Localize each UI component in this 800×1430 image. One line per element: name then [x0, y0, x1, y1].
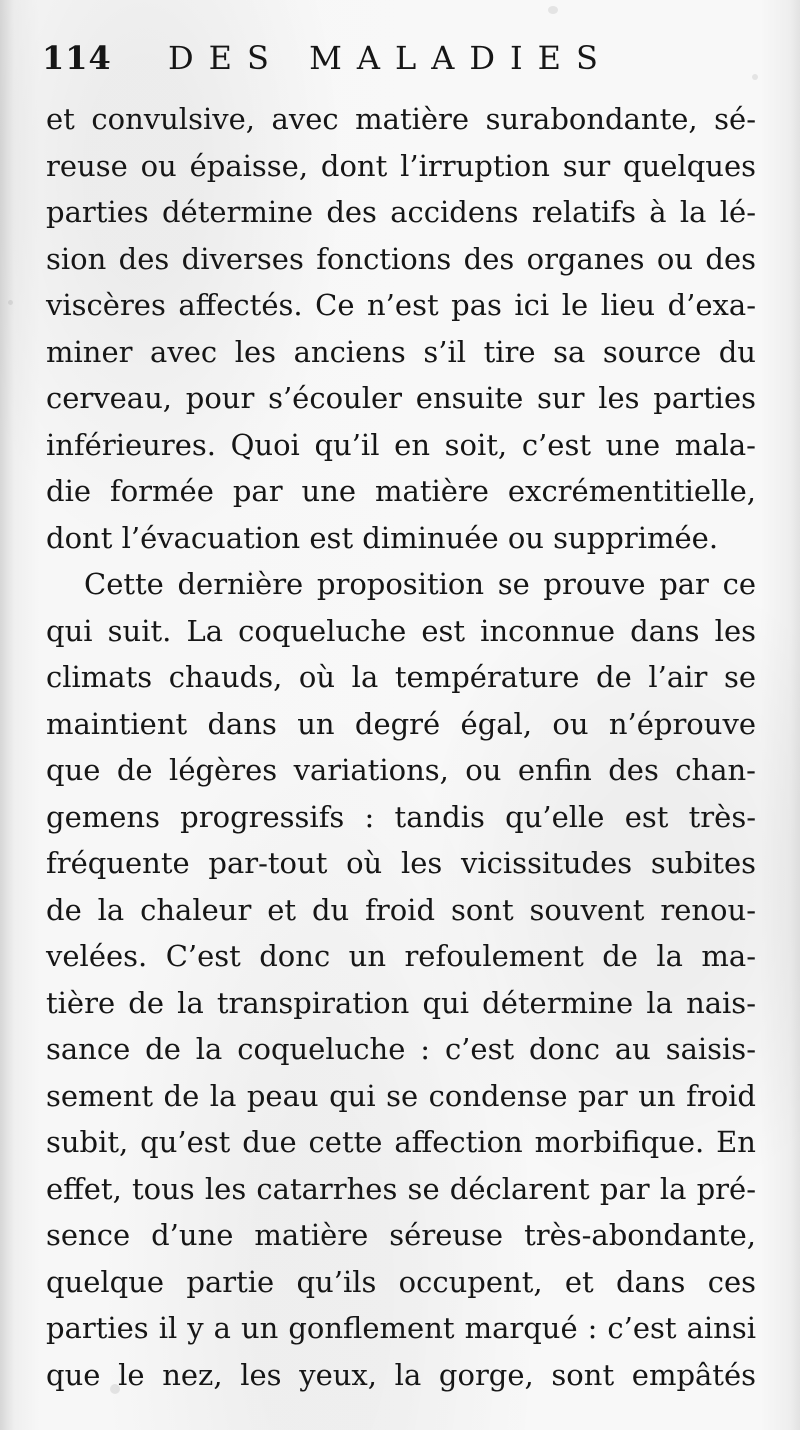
text-line: sence d’une matière séreuse très-abondante, — [46, 1218, 756, 1252]
text-line: de la chaleur et du froid sont souvent renou- — [46, 892, 756, 927]
text-line: que le nez, les yeux, la gorge, sont empâtés — [46, 1357, 756, 1392]
text-line: viscères affectés. Ce n’est pas ici le lieu d’exa- — [46, 288, 756, 322]
text-line: reuse ou épaisse, dont l’irruption sur quelques — [46, 148, 756, 183]
text-line: fréquente par-tout où les vicissitudes subites — [46, 846, 756, 880]
text-line: parties détermine des accidens relatifs à la lé- — [46, 195, 756, 229]
text-line: qui suit. La coqueluche est inconnue dans les — [46, 613, 756, 648]
text-line: sion des diverses fonctions des organes ou des — [46, 241, 756, 276]
page-number: 114 — [42, 39, 112, 77]
text-line: inférieures. Quoi qu’il en soit, c’est une mala- — [46, 427, 756, 462]
paper-stain — [752, 74, 758, 80]
text-line: maintient dans un degré égal, ou n’éprouve — [46, 706, 756, 741]
text-line: parties il y a un gonflement marqué : c’est ainsi — [46, 1311, 756, 1345]
paragraph-end-line: dont l’évacuation est diminuée ou supprimée. — [46, 520, 719, 555]
text-line: que de légères variations, ou enfin des chan- — [46, 753, 756, 787]
text-line: et convulsive, avec matière surabondante, sé- — [46, 102, 756, 136]
text-line: tière de la transpiration qui détermine la nais- — [46, 985, 756, 1020]
paper-stain — [8, 300, 13, 305]
running-title: DES MALADIES — [168, 39, 613, 77]
text-line: effet, tous les catarrhes se déclarent par la pré- — [46, 1171, 756, 1206]
text-line: die formée par une matière excrémentitielle, — [46, 474, 756, 508]
text-line: sement de la peau qui se condense par un froid — [46, 1078, 756, 1113]
text-line: gemens progressifs : tandis qu’elle est très- — [46, 799, 756, 834]
paragraph-start-line: Cette dernière proposition se prouve par ce — [84, 567, 756, 601]
text-line: climats chauds, où la température de l’air se — [46, 660, 756, 694]
paper-stain — [548, 6, 558, 14]
body-text — [46, 96, 756, 1398]
text-line: cerveau, pour s’écouler ensuite sur les parties — [46, 381, 756, 415]
text-line: velées. C’est donc un refoulement de la ma- — [46, 939, 756, 973]
text-line: quelque partie qu’ils occupent, et dans ces — [46, 1264, 756, 1299]
text-line: sance de la coqueluche : c’est donc au saisis- — [46, 1032, 756, 1066]
text-line: subit, qu’est due cette affection morbifique. En — [46, 1125, 756, 1159]
text-line: miner avec les anciens s’il tire sa source du — [46, 334, 756, 369]
